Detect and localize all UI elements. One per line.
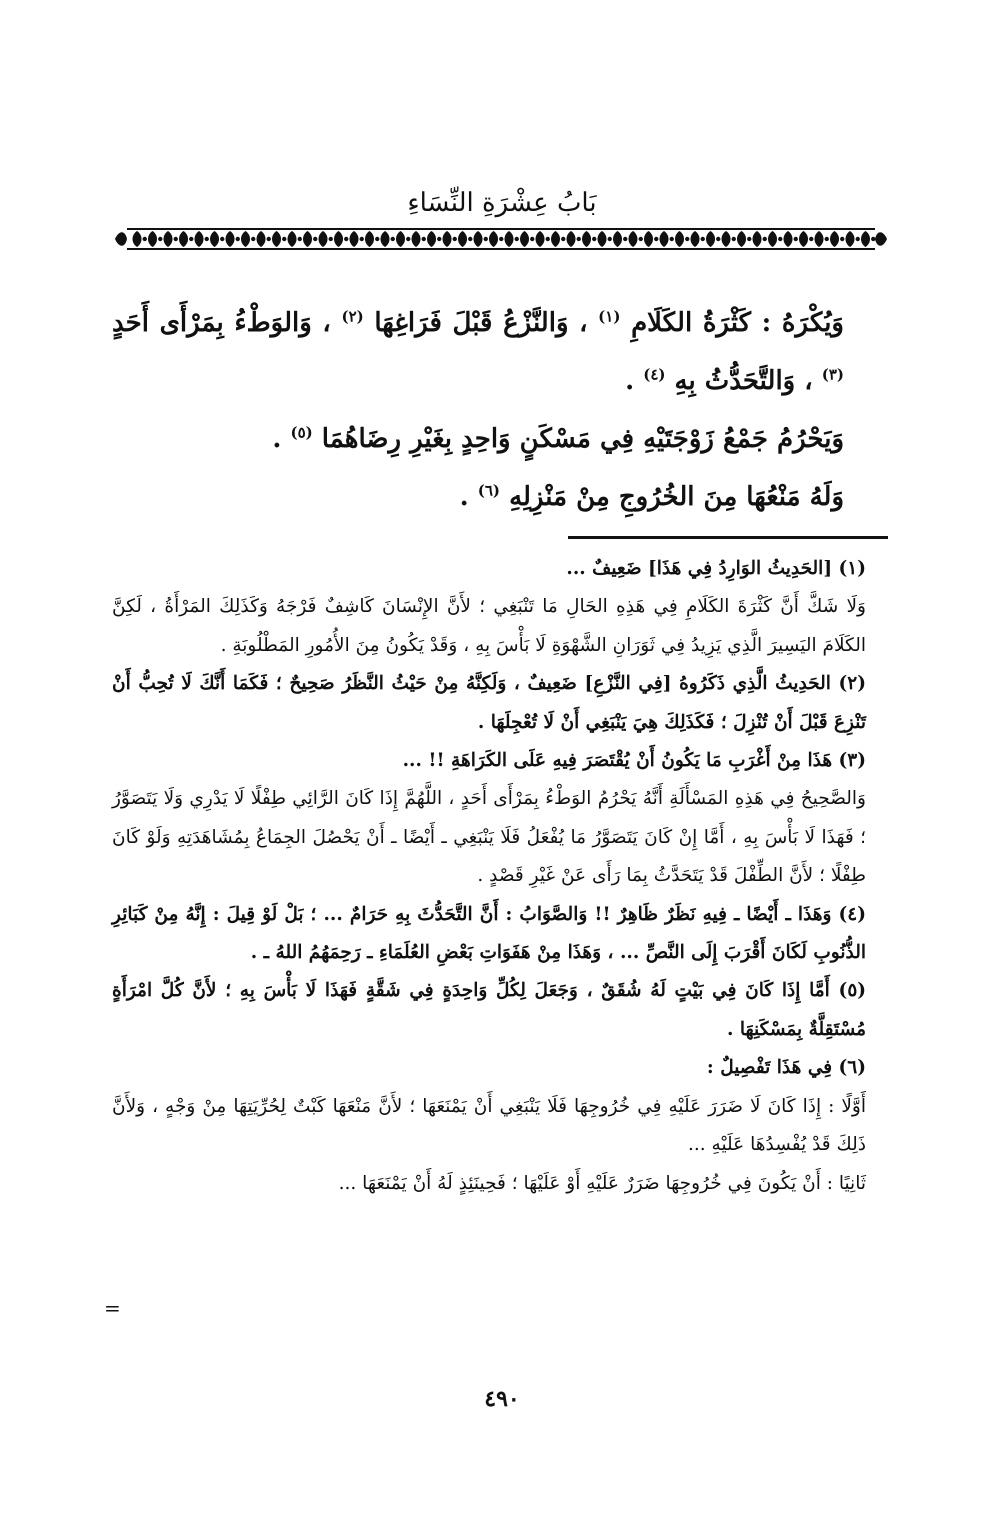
footnote-text: الحَدِيثُ الَّذِي ذَكَرُوهُ [فِي النَّزْعِ] ضَعِيفٌ ، وَلَكِنَّهُ مِنْ حَيْثُ النَّظَرُ صَحِيحٌ ؛ فَكَمَا أَنَّكَ لَا تُحِبُّ أَنْ تَنْزِعَ قَبْلَ أَنْ تُنْزِلَ ؛ فَكَذَلِكَ هِيَ يَنْبَغِي أَنْ لَا تُعْجِلَهَا .: [112, 673, 866, 733]
footnote-3: [112, 742, 888, 780]
chapter-title: بَابُ عِشْرَةِ النِّسَاءِ: [407, 188, 597, 218]
footnote-number: (٤): [838, 903, 866, 925]
footnote-text: فِي هَذَا تَفْصِيلٌ :: [706, 1057, 839, 1079]
main-text: [112, 294, 888, 526]
main-text-span: ، وَالتَّحَدُّثُ بِهِ: [665, 366, 822, 396]
footnote-separator: [568, 536, 888, 539]
footnote-ref[interactable]: (٥): [290, 423, 313, 442]
footnote-ref[interactable]: (١): [598, 307, 621, 326]
footnote-text: [الحَدِيثُ الوَارِدُ فِي هَذَا] ضَعِيفٌ ...: [566, 558, 839, 579]
footnote-1-body: وَلَا شَكَّ أَنَّ كَثْرَةَ الكَلَامِ فِي هَذِهِ الحَالِ مَا تَنْبَغِي ؛ لأَنَّ الإِنْسَانَ كَاشِفٌ فَرْجَهُ وَكَذَلِكَ المَرْأَةُ ، لَكِنَّ الكَلَامَ اليَسِيرَ الَّذِي يَزِيدُ فِي ثَوَرَانِ الشَّهْوَةِ لَا بَأْسَ بِهِ ، وَقَدْ يَكُونُ مِنَ الأُمُورِ المَطْلُوبَةِ .: [112, 596, 866, 656]
footnote-text: وَهَذَا ـ أَيْضًا ـ فِيهِ نَظَرٌ ظَاهِرٌ !! وَالصَّوَابُ : أَنَّ التَّحَدُّثَ بِهِ حَرَامٌ ... ؛ بَلْ لَوْ قِيلَ : إِنَّهُ مِنْ كَبَائِرِ الذُّنُوبِ لَكَانَ أَقْرَبَ إِلَى النَّصِّ ... ، وَهَذَا مِنْ هَفَوَاتِ بَعْضِ العُلَمَاءِ ـ رَحِمَهُمُ اللهُ ـ .: [112, 903, 866, 964]
footnote-6-first: أَوَّلًا : إِذَا كَانَ لَا ضَرَرَ عَلَيْهِ فِي خُرُوجِهَا فَلَا يَنْبَغِي أَنْ يَمْنَعَهَا ؛ لأَنَّ مَنْعَهَا كَبْتٌ لِحُرِّيَتِهَا مِنْ وَجْهٍ ، وَلأَنَّ ذَلِكَ قَدْ يُفْسِدُهَا عَلَيْهِ ...: [112, 1095, 866, 1156]
main-paragraph-1: [112, 294, 888, 410]
main-text-span: .: [459, 482, 478, 512]
footnote-6-second: ثَانِيًا : أَنْ يَكُونَ فِي خُرُوجِهَا ضَرَرٌ عَلَيْهِ أَوْ عَلَيْهَا ؛ فَحِينَئِذٍ لَهُ أَنْ يَمْنَعَهَا ...: [338, 1172, 866, 1194]
main-text-span: وَلَهُ مَنْعُهَا مِنَ الخُرُوجِ مِنْ مَنْزِلِهِ: [500, 482, 844, 512]
footnote-number: (٣): [838, 750, 866, 772]
footnote-3-body: وَالصَّحِيحُ فِي هَذِهِ المَسْأَلَةِ أَنَّهُ يَحْرُمُ الوَطْءُ بِمَرْأَى أَحَدٍ ، اللَّهُمَّ إِذَا كَانَ الرَّائِي طِفْلًا لَا يَدْرِي وَلَا يَتَصَوَّرُ ؛ فَهَذَا لَا بَأْسَ بِهِ ، أَمَّا إِنْ كَانَ يَتَصَوَّرُ مَا يُفْعَلُ فَلَا يَنْبَغِي ـ أَيْضًا ـ أَنْ يَحْصُلَ الجِمَاعُ بِمُشَاهَدَتِهِ وَلَوْ كَانَ طِفْلًا ؛ لأَنَّ الطِّفْلَ قَدْ يَتَحَدَّثُ بِمَا رَأَى عَنْ غَيْرِ قَصْدٍ .: [112, 788, 866, 887]
footnote-number: (١): [838, 558, 866, 579]
main-paragraph-3: [112, 468, 888, 526]
footnote-ref[interactable]: (٣): [821, 365, 844, 384]
footnote-5: [112, 972, 888, 1049]
footnote-ref[interactable]: (٦): [477, 481, 501, 500]
footnote-text: هَذَا مِنْ أَغْرَبِ مَا يَكُونُ أَنْ يُقْتَصَرَ فِيهِ عَلَى الكَرَاهَةِ !! ...: [402, 750, 839, 772]
footnote-number: (٥): [838, 980, 867, 1002]
footnotes: [112, 550, 888, 1203]
continuation-mark: =: [104, 1296, 121, 1320]
main-paragraph-2: [112, 410, 888, 468]
footnote-number: (٢): [838, 673, 866, 695]
footnote-ref[interactable]: (٤): [643, 365, 666, 384]
footnote-number: (٦): [838, 1057, 866, 1079]
footnote-6: [112, 1049, 888, 1087]
main-text-span: .: [625, 366, 644, 396]
footnote-text: أَمَّا إِذَا كَانَ فِي بَيْتٍ لَهُ شُقَقٌ ، وَجَعَلَ لِكُلِّ وَاحِدَةٍ فِي شَقَّةٍ فَهَذَا لَا بَأْسَ بِهِ ؛ لأَنَّ كُلَّ امْرَأَةٍ مُسْتَقِلَّةٌ بِمَسْكَنِهَا .: [112, 980, 866, 1040]
main-text-span: .: [272, 424, 291, 454]
footnote-2: [112, 665, 888, 742]
main-text-span: ، وَالنَّزْعُ قَبْلَ فَرَاغِهَا: [363, 308, 599, 338]
footnote-4: [112, 896, 888, 973]
footnote-1: [112, 550, 888, 588]
ornamental-border: [113, 226, 889, 252]
ornament-graphic: [113, 226, 889, 252]
main-text-span: ، وَالوَطْءُ بِمَرْأَى أَحَدٍ: [112, 308, 342, 338]
main-text-span: وَيَحْرُمُ جَمْعُ زَوْجَتَيْهِ فِي مَسْكَنٍ وَاحِدٍ بِغَيْرِ رِضَاهُمَا: [312, 424, 844, 454]
footnote-ref[interactable]: (٢): [341, 307, 364, 326]
main-text-span: وَيُكْرَهُ : كَثْرَةُ الكَلَامِ: [620, 308, 844, 338]
page-number: ٤٩٠: [484, 1386, 520, 1412]
